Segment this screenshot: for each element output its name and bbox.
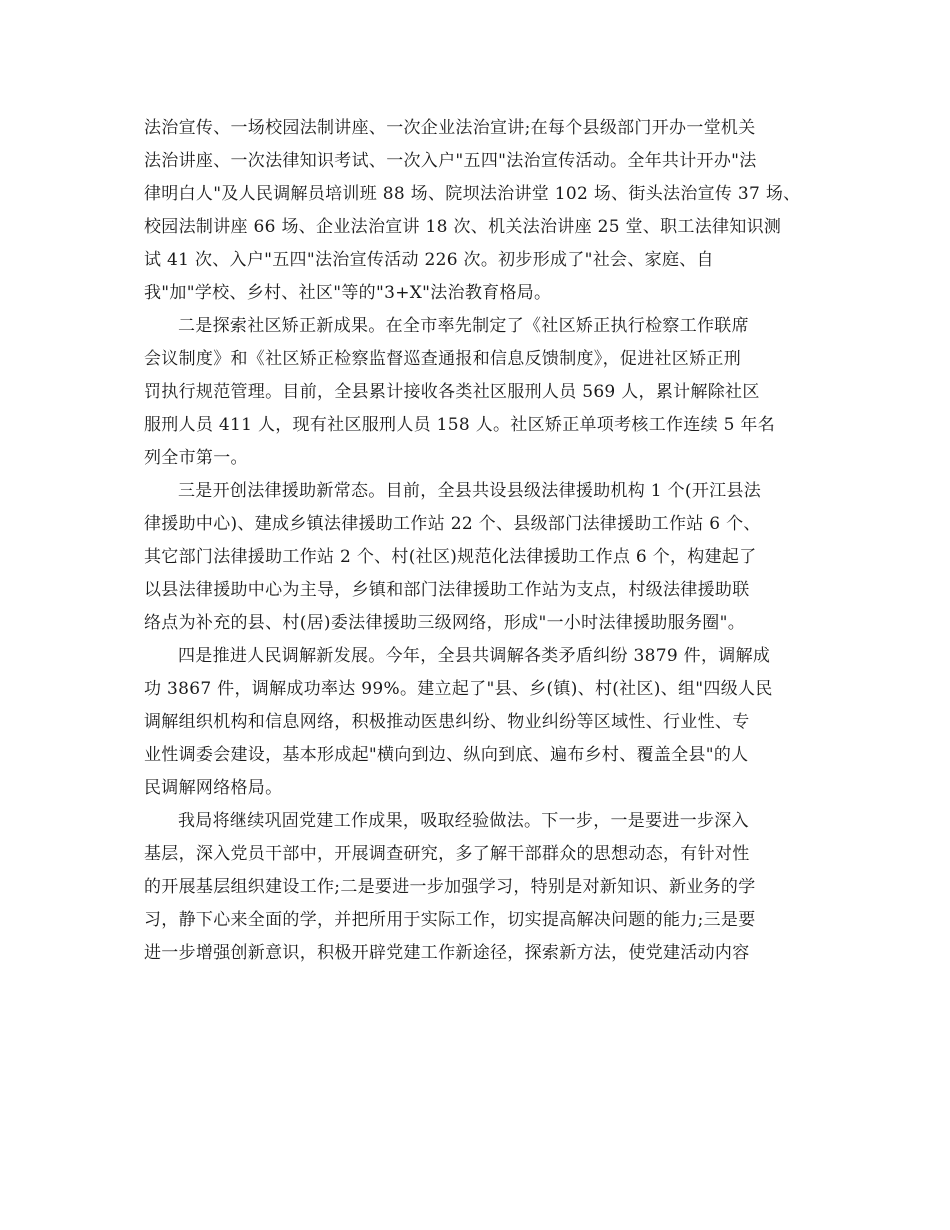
text-line: 民调解网络格局。 xyxy=(144,778,283,798)
text-line: 调解组织机构和信息网络，积极推动医患纠纷、物业纠纷等区域性、行业性、专 xyxy=(144,712,750,732)
text-line: 我"加"学校、乡村、社区"等的"3+X"法治教育格局。 xyxy=(144,283,552,303)
paragraph-first-line: 二是探索社区矫正新成果。在全市率先制定了《社区矫正执行检察工作联席 xyxy=(178,316,749,336)
text-line: 法治宣传、一场校园法制讲座、一次企业法治宣讲;在每个县级部门开办一堂机关 xyxy=(144,118,756,138)
text-line: 列全市第一。 xyxy=(144,448,248,468)
text-line: 的开展基层组织建设工作;二是要进一步加强学习，特别是对新知识、新业务的学 xyxy=(144,877,756,897)
text-line: 进一步增强创新意识，积极开辟党建工作新途径，探索新方法，使党建活动内容 xyxy=(144,943,750,963)
text-line: 络点为补充的县、村(居)委法律援助三级网络，形成"一小时法律援助服务圈"。 xyxy=(144,613,746,633)
paragraph-first-line: 我局将继续巩固党建工作成果，吸取经验做法。下一步，一是要进一步深入 xyxy=(178,811,749,831)
text-line: 律明白人"及人民调解员培训班 88 场、院坝法治讲堂 102 场、街头法治宣传 37 场、 xyxy=(144,184,801,204)
text-line: 律援助中心)、建成乡镇法律援助工作站 22 个、县级部门法律援助工作站 6 个、 xyxy=(144,514,761,534)
text-line: 其它部门法律援助工作站 2 个、村(社区)规范化法律援助工作点 6 个，构建起了 xyxy=(144,547,757,567)
text-line: 罚执行规范管理。目前，全县累计接收各类社区服刑人员 569 人，累计解除社区 xyxy=(144,382,760,402)
text-line: 基层，深入党员干部中，开展调查研究，多了解干部群众的思想动态，有针对性 xyxy=(144,844,750,864)
text-line: 功 3867 件，调解成功率达 99%。建立起了"县、乡(镇)、村(社区)、组"四级人民 xyxy=(144,679,773,699)
text-line: 法治讲座、一次法律知识考试、一次入户"五四"法治宣传活动。全年共计开办"法 xyxy=(144,151,757,171)
text-line: 校园法制讲座 66 场、企业法治宣讲 18 次、机关法治讲座 25 堂、职工法律知识测 xyxy=(144,217,782,237)
document-body xyxy=(144,112,816,970)
text-line: 习，静下心来全面的学，并把所用于实际工作，切实提高解决问题的能力;三是要 xyxy=(144,910,756,930)
text-line: 以县法律援助中心为主导，乡镇和部门法律援助工作站为支点，村级法律援助联 xyxy=(144,580,750,600)
text-line: 试 41 次、入户"五四"法治宣传活动 226 次。初步形成了"社会、家庭、自 xyxy=(144,250,714,270)
paragraph-first-line: 三是开创法律援助新常态。目前，全县共设县级法律援助机构 1 个(开江县法 xyxy=(178,481,762,501)
text-line: 会议制度》和《社区矫正检察监督巡查通报和信息反馈制度》，促进社区矫正刑 xyxy=(144,349,741,369)
text-line: 服刑人员 411 人，现有社区服刑人员 158 人。社区矫正单项考核工作连续 5 年名 xyxy=(144,415,776,435)
paragraph-first-line: 四是推进人民调解新发展。今年，全县共调解各类矛盾纠纷 3879 件，调解成 xyxy=(178,646,771,666)
text-line: 业性调委会建设，基本形成起"横向到边、纵向到底、遍布乡村、覆盖全县"的人 xyxy=(144,745,749,765)
